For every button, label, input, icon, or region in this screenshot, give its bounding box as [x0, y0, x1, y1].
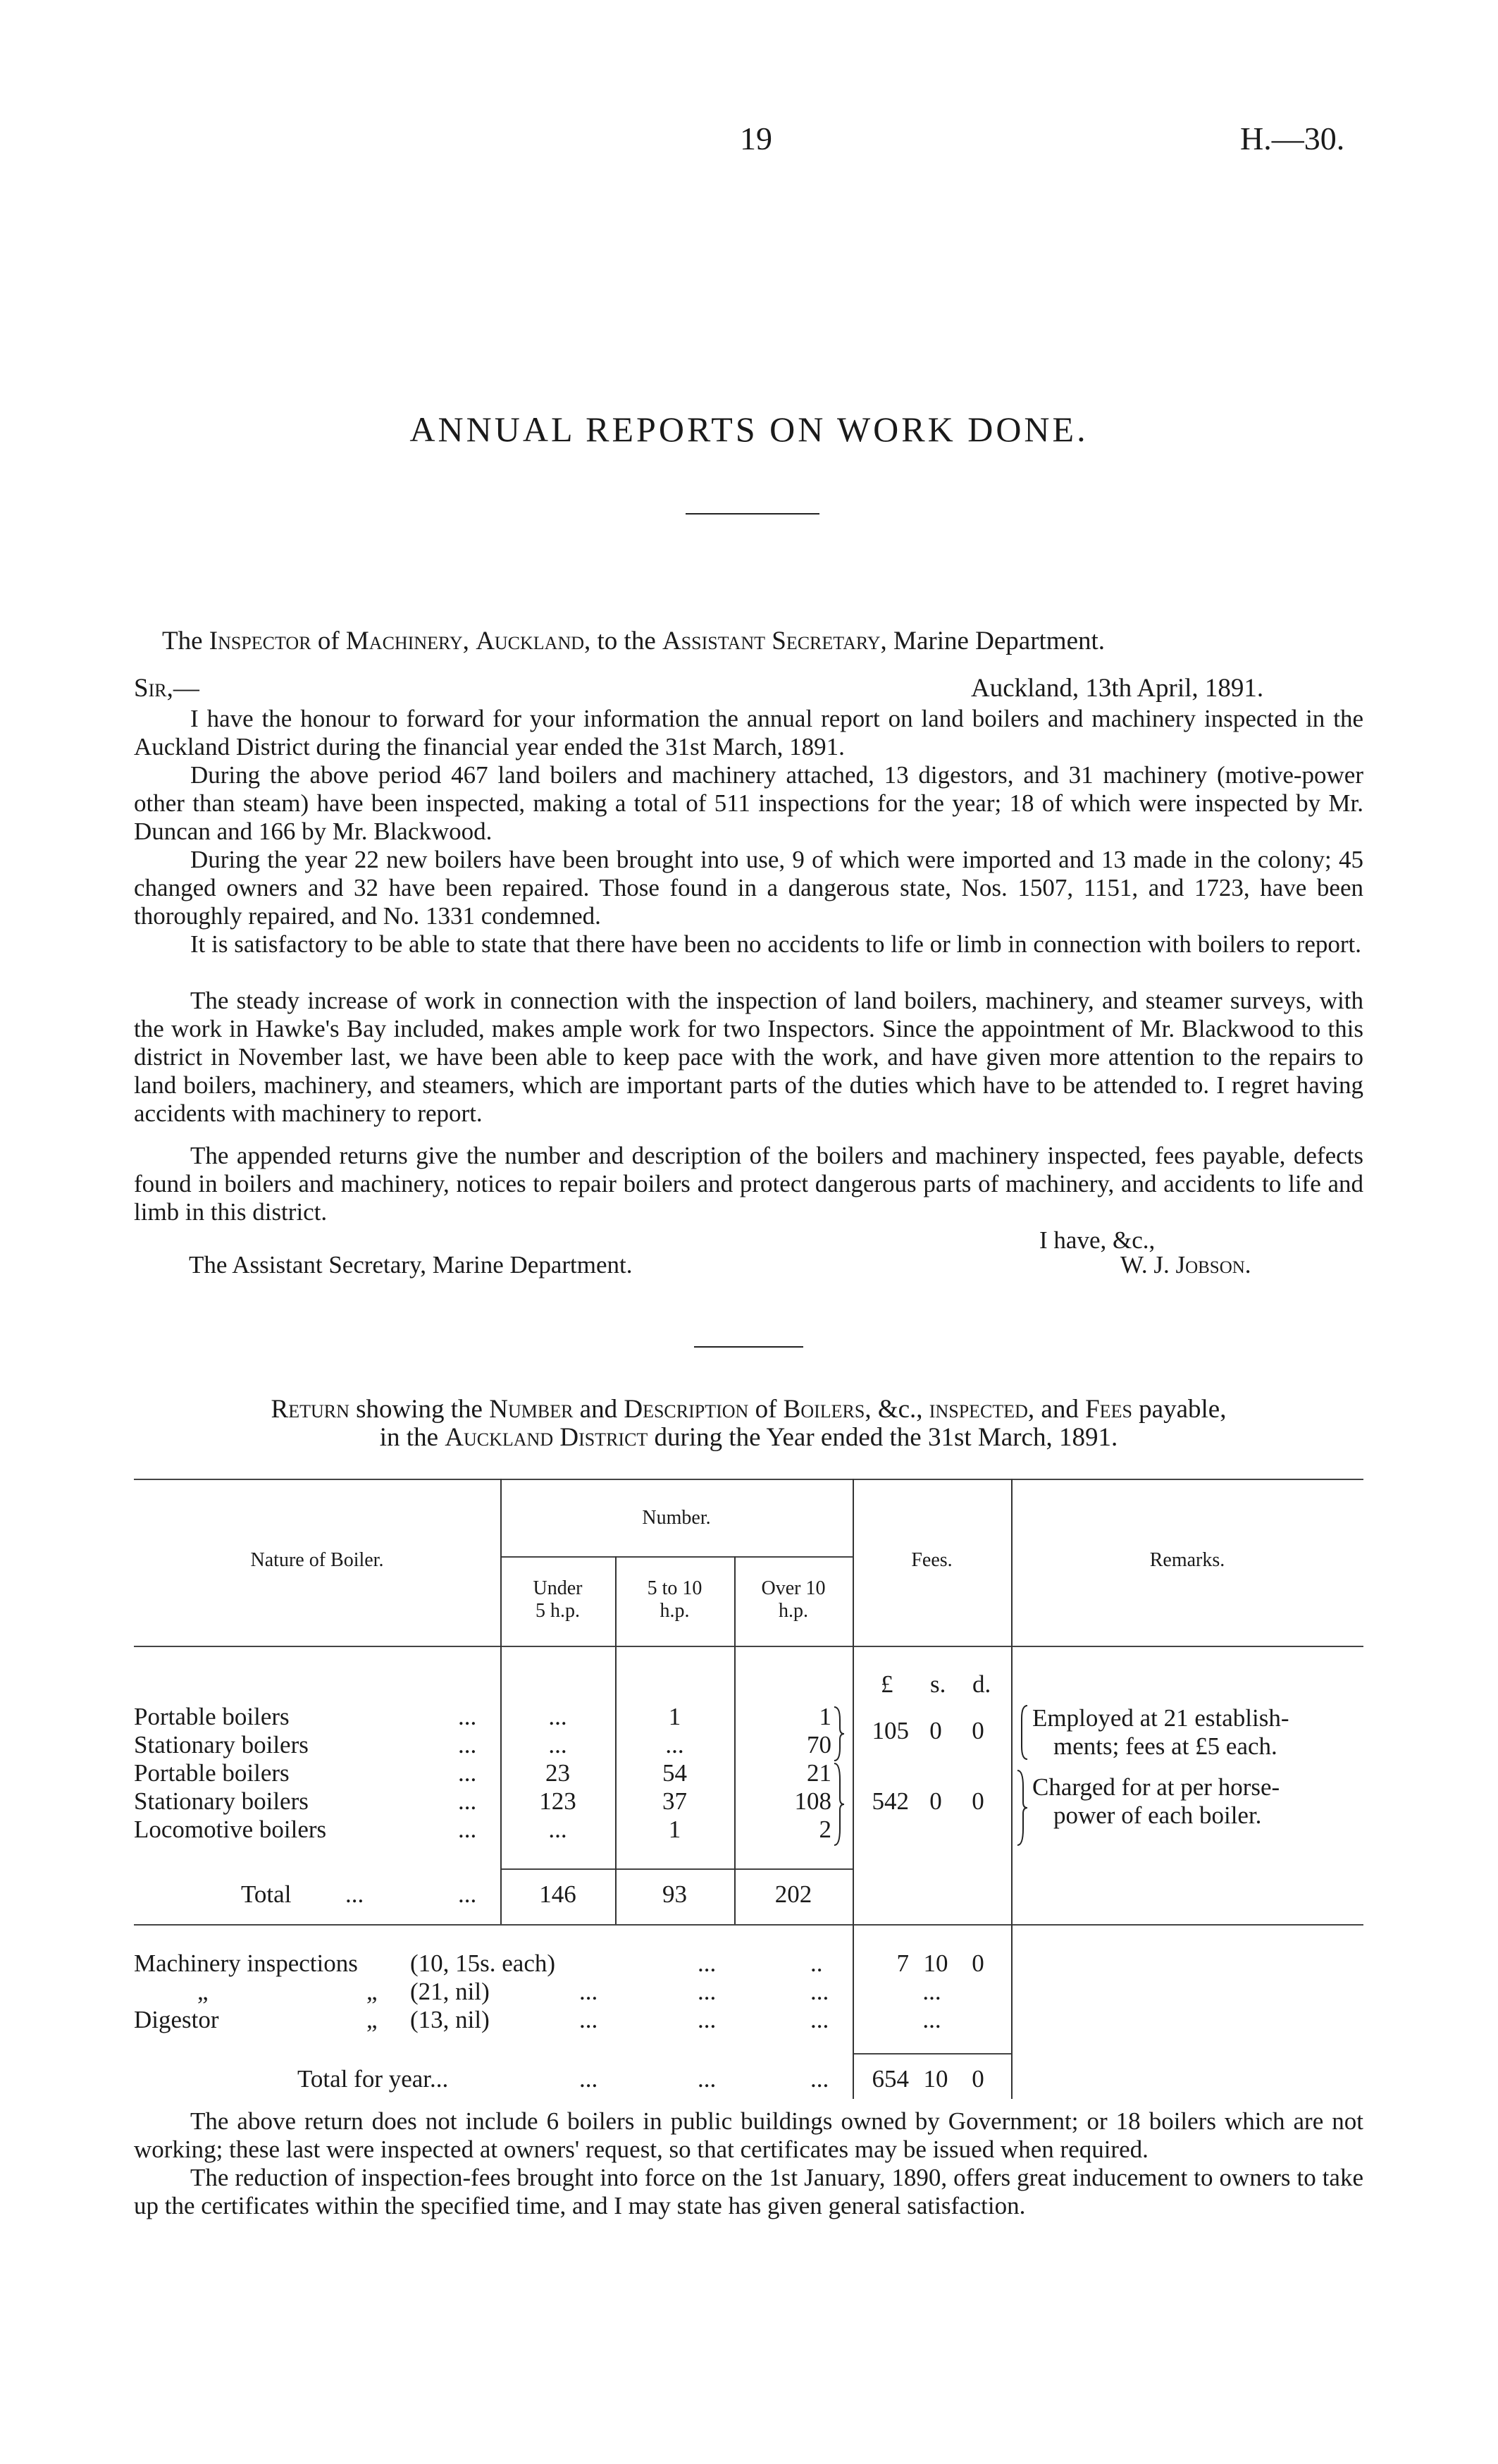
letter-date: Auckland, 13th April, 1891. [971, 674, 1264, 703]
col-rule-fees [1011, 1479, 1013, 2099]
row-under5: 23 [545, 1759, 570, 1787]
return-title: Return showing the Number and Description of Boilers, &c., inspected, and Fees payable, in the Auckland District during the Year ended the 31st March, 1891. [271, 1395, 1227, 1452]
year-total-dots-3: ... [810, 2065, 829, 2093]
year-total-rule [853, 2053, 1011, 2055]
machinery-fee: ... [922, 2006, 941, 2033]
total-dots-1: ... [345, 1880, 364, 1908]
row-under5: 123 [539, 1787, 576, 1815]
row-under5: ... [548, 1816, 567, 1843]
over10-brace-2 [833, 1762, 847, 1847]
machinery-fee-shillings: 10 [923, 1949, 948, 1977]
fees-group-2-pounds: 542 [872, 1787, 909, 1815]
table-header-rule [134, 1646, 1363, 1647]
total-under5: 146 [539, 1880, 576, 1908]
machinery-label: „ [197, 1978, 209, 2005]
letter-paragraph-5: The steady increase of work in connection with the inspection of land boilers, machinery, and steamer surveys, with the work in Hawke's Bay included, makes ample work for two Inspectors. Since the appointment of Mr. Blackwood to this district in November last, we have been able to keep pace with the work, and have given more attention to the repairs to land boilers, machinery, and steamers, which are important parts of the duties which have to be attended to. I regret having accidents with machinery to report. [134, 987, 1363, 1127]
number-subheader-rule [500, 1556, 853, 1558]
machinery-dots-2: ... [698, 1978, 717, 2005]
machinery-fee-pounds: 7 [896, 1949, 909, 1977]
remarks-group-1-line-1: Employed at 21 establish- [1032, 1704, 1289, 1732]
row-nature: Stationary boilers [134, 1787, 309, 1815]
remarks-brace-1 [1016, 1704, 1030, 1761]
total-rule [500, 1868, 853, 1870]
machinery-detail: (10, 15s. each) [410, 1949, 556, 1977]
over10-brace-1-path [834, 1707, 844, 1761]
currency-pence: d. [972, 1670, 991, 1698]
table-top-rule [134, 1479, 1363, 1480]
document-reference: H.—30. [1240, 121, 1345, 156]
letter-closing: I have, &c., [1039, 1226, 1156, 1254]
letter-paragraph-1: I have the honour to forward for your information the annual report on land boilers and machinery inspected in the Auckland District during the financial year ended the 31st March, 1891. [134, 705, 1363, 760]
currency-shillings: s. [930, 1670, 946, 1698]
currency-pound: £ [881, 1670, 893, 1698]
row-over10: 21 [807, 1759, 831, 1787]
remarks-brace-2-path [1017, 1770, 1027, 1845]
note-2: The reduction of inspection-fees brought into force on the 1st January, 1890, offers great inducement to owners to take up the certificates within the specified time, and I may state has given general satisfaction. [134, 2164, 1363, 2219]
machinery-label-2: „ [366, 2006, 378, 2033]
year-total-dots-2: ... [698, 2065, 717, 2093]
page-number: 19 [740, 121, 772, 156]
machinery-label-2: „ [366, 1978, 378, 2005]
header-5to10: 5 to 10 h.p. [647, 1577, 702, 1622]
letter-heading: The Inspector of Machinery, Auckland, to the Assistant Secretary, Marine Department. [162, 627, 1106, 655]
row-over10: 108 [794, 1787, 831, 1815]
row-over10: 2 [819, 1816, 831, 1843]
row-under5: ... [548, 1703, 567, 1730]
year-total-shillings: 10 [923, 2065, 948, 2093]
return-table [134, 1479, 1363, 2099]
salutation: Sir,— [134, 674, 199, 703]
section-divider [694, 1346, 803, 1348]
remarks-brace-2 [1016, 1769, 1030, 1847]
row-nature: Portable boilers [134, 1759, 290, 1787]
row-nature: Stationary boilers [134, 1731, 309, 1758]
row-leader: ... [458, 1703, 477, 1730]
section-rule [134, 1924, 1363, 1926]
machinery-fee: ... [922, 1978, 941, 2005]
row-5to10: 54 [662, 1759, 687, 1787]
letter-paragraph-3: During the year 22 new boilers have been brought into use, 9 of which were imported and 13 made in the colony; 45 changed owners and 32 have been repaired. Those found in a dangerous state, Nos. 1507, 1151, and 1723, have been thoroughly repaired, and No. 1331 condemned. [134, 846, 1363, 930]
letter-signature: W. J. Jobson. [1120, 1251, 1251, 1279]
row-over10: 1 [819, 1703, 831, 1730]
col-rule-nature [500, 1479, 502, 1924]
row-5to10: ... [665, 1731, 684, 1758]
machinery-detail: (21, nil) [410, 1978, 490, 2005]
year-total-dots-1: ... [579, 2065, 598, 2093]
machinery-fee-pence: 0 [972, 1949, 984, 1977]
year-total-pence: 0 [972, 2065, 984, 2093]
header-nature: Nature of Boiler. [250, 1549, 384, 1571]
fees-group-1-pounds: 105 [872, 1717, 909, 1744]
row-leader: ... [458, 1816, 477, 1843]
page-title: ANNUAL REPORTS ON WORK DONE. [409, 409, 1089, 449]
fees-group-1-pence: 0 [972, 1717, 984, 1744]
row-5to10: 1 [668, 1703, 681, 1730]
remarks-group-2-line-1: Charged for at per horse- [1032, 1773, 1280, 1801]
row-over10: 70 [807, 1731, 831, 1758]
closing-notes [134, 2107, 1363, 2220]
machinery-dots-3: ... [810, 1978, 829, 2005]
total-over10: 202 [774, 1880, 812, 1908]
fees-group-2-shillings: 0 [929, 1787, 942, 1815]
machinery-dots-2: ... [698, 2006, 717, 2033]
letter-paragraph-6: The appended returns give the number and description of the boilers and machinery inspected, fees payable, defects found in boilers and machinery, notices to repair boilers and protect dangerous parts of machinery, and accidents to life and limb in this district. [134, 1142, 1363, 1226]
machinery-label: Machinery inspections [134, 1949, 358, 1977]
header-number: Number. [642, 1507, 711, 1529]
letter-paragraph-4: It is satisfactory to be able to state that there have been no accidents to life or limb in connection with boilers to report. [190, 930, 1361, 958]
fees-group-1-shillings: 0 [929, 1717, 942, 1744]
machinery-dots: ... [579, 1978, 598, 2005]
note-1: The above return does not include 6 boilers in public buildings owned by Government; or 18 boilers which are not working; these last were inspected at owners' request, so that certificates may be issued when required. [134, 2107, 1363, 2163]
row-5to10: 1 [668, 1816, 681, 1843]
machinery-dots: ... [579, 2006, 598, 2033]
row-leader: ... [458, 1731, 477, 1758]
total-5to10: 93 [662, 1880, 687, 1908]
header-remarks: Remarks. [1149, 1549, 1225, 1571]
remarks-group-2-line-2: power of each boiler. [1053, 1801, 1262, 1829]
row-leader: ... [458, 1787, 477, 1815]
row-under5: ... [548, 1731, 567, 1758]
machinery-dots-3: ... [810, 2006, 829, 2033]
header-over10: Over 10 h.p. [761, 1577, 826, 1622]
remarks-group-1-line-2: ments; fees at £5 each. [1053, 1732, 1277, 1760]
over10-brace-2-path [834, 1763, 844, 1845]
machinery-detail: (13, nil) [410, 2006, 490, 2033]
header-fees: Fees. [911, 1549, 953, 1571]
year-total-pounds: 654 [872, 2065, 909, 2093]
fees-group-2-pence: 0 [972, 1787, 984, 1815]
over10-brace-1 [833, 1706, 847, 1762]
machinery-dots-2: .. [810, 1949, 823, 1977]
title-divider [686, 513, 819, 515]
remarks-brace-1-path [1022, 1706, 1027, 1759]
total-label: Total [241, 1880, 292, 1908]
machinery-dots: ... [698, 1949, 717, 1977]
total-dots-2: ... [458, 1880, 477, 1908]
header-under5: Under 5 h.p. [533, 1577, 583, 1622]
year-total-label: Total for year... [297, 2065, 449, 2093]
row-nature: Portable boilers [134, 1703, 290, 1730]
letter-addressee: The Assistant Secretary, Marine Department. [189, 1251, 633, 1279]
row-nature: Locomotive boilers [134, 1816, 327, 1843]
row-leader: ... [458, 1759, 477, 1787]
row-5to10: 37 [662, 1787, 687, 1815]
letter-paragraph-2: During the above period 467 land boilers and machinery attached, 13 digestors, and 31 machinery (motive-power other than steam) have been inspected, making a total of 511 inspections for the year; 18 of which were inspected by Mr. Duncan and 166 by Mr. Blackwood. [134, 761, 1363, 845]
machinery-label: Digestor [134, 2006, 219, 2033]
